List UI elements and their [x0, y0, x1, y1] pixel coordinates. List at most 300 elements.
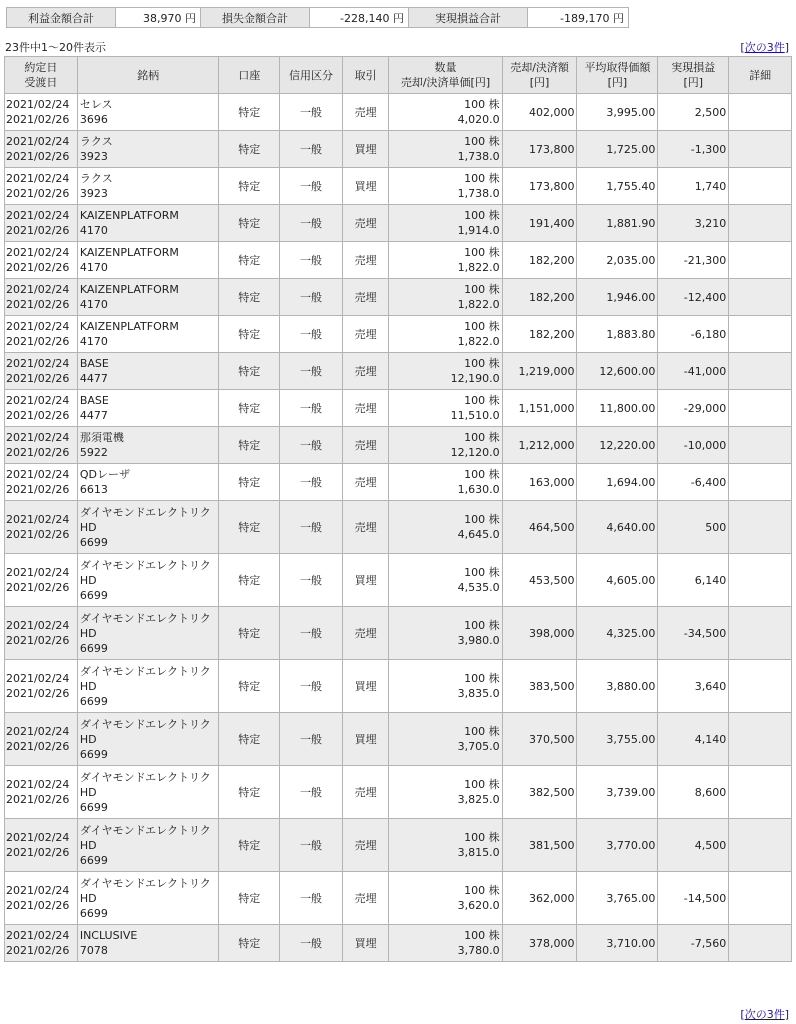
stock-cell — [77, 501, 219, 554]
settle-date: 2021/02/26 — [6, 944, 70, 957]
credit-type: 一般 — [280, 242, 343, 279]
quantity: 100 株 — [464, 884, 500, 897]
stock-code: 6699 — [79, 800, 108, 814]
trade-type: 買埋 — [342, 131, 389, 168]
stock-cell — [77, 607, 219, 660]
date-cell — [5, 242, 78, 279]
profit-total-label: 利益金額合計 — [7, 8, 116, 28]
sale-amount: 362,000 — [502, 872, 577, 925]
unit-price: 4,645.0 — [457, 528, 500, 541]
realized-pl: 500 — [658, 501, 729, 554]
stock-cell — [77, 554, 219, 607]
account-type: 特定 — [219, 427, 280, 464]
unit-price: 12,120.0 — [450, 446, 500, 459]
credit-type: 一般 — [280, 660, 343, 713]
detail-cell — [729, 660, 792, 713]
next-page-link[interactable]: 次の3件 — [744, 1008, 785, 1021]
settle-date: 2021/02/26 — [6, 372, 70, 385]
trade-type: 買埋 — [342, 554, 389, 607]
realized-pl: 4,140 — [658, 713, 729, 766]
table-row — [5, 819, 792, 872]
stock-name: セレス — [79, 98, 113, 111]
settle-date: 2021/02/26 — [6, 335, 70, 348]
sale-amount: 402,000 — [502, 94, 577, 131]
trade-date: 2021/02/24 — [6, 394, 70, 407]
detail-cell — [729, 390, 792, 427]
quantity: 100 株 — [464, 672, 500, 685]
stock-name: ラクス — [79, 172, 113, 185]
quantity: 100 株 — [464, 831, 500, 844]
qty-cell — [389, 607, 502, 660]
table-row — [5, 766, 792, 819]
unit-price: 1,822.0 — [457, 298, 500, 311]
realized-pl: 2,500 — [658, 94, 729, 131]
settle-date: 2021/02/26 — [6, 113, 70, 126]
loss-total-value: -228,140 円 — [310, 8, 409, 28]
stock-cell — [77, 464, 219, 501]
next-page-bottom: [次の3件] — [740, 1008, 789, 1021]
loss-total-label: 損失金額合計 — [201, 8, 310, 28]
stock-code: 4477 — [79, 372, 108, 385]
credit-type: 一般 — [280, 131, 343, 168]
detail-cell — [729, 353, 792, 390]
sale-amount: 381,500 — [502, 819, 577, 872]
header-trade-date: 約定日 — [24, 61, 58, 74]
table-row — [5, 872, 792, 925]
credit-type: 一般 — [280, 501, 343, 554]
account-type: 特定 — [219, 353, 280, 390]
sale-amount: 378,000 — [502, 925, 577, 962]
average-cost: 3,755.00 — [577, 713, 658, 766]
date-cell — [5, 713, 78, 766]
detail-cell — [729, 713, 792, 766]
account-type: 特定 — [219, 316, 280, 353]
stock-code: 6699 — [79, 747, 108, 761]
table-row — [5, 205, 792, 242]
trade-date: 2021/02/24 — [6, 135, 70, 148]
table-row — [5, 713, 792, 766]
stock-code: 4170 — [79, 261, 108, 274]
unit-price: 1,822.0 — [457, 335, 500, 348]
trade-date: 2021/02/24 — [6, 884, 70, 897]
unit-price: 1,630.0 — [457, 483, 500, 496]
stock-cell — [77, 427, 219, 464]
sale-amount: 382,500 — [502, 766, 577, 819]
trade-date: 2021/02/24 — [6, 468, 70, 481]
realized-total-label: 実現損益合計 — [409, 8, 528, 28]
settle-date: 2021/02/26 — [6, 150, 70, 163]
qty-cell — [389, 390, 502, 427]
trade-date: 2021/02/24 — [6, 619, 70, 632]
qty-cell — [389, 316, 502, 353]
average-cost: 3,995.00 — [577, 94, 658, 131]
settle-date: 2021/02/26 — [6, 899, 70, 912]
trade-type: 売埋 — [342, 872, 389, 925]
trade-date: 2021/02/24 — [6, 778, 70, 791]
header-amount-line2: [円] — [529, 76, 550, 89]
unit-price: 3,705.0 — [457, 740, 500, 753]
table-row — [5, 316, 792, 353]
profit-total-value: 38,970 円 — [116, 8, 201, 28]
realized-pl: -10,000 — [658, 427, 729, 464]
quantity: 100 株 — [464, 778, 500, 791]
date-cell — [5, 205, 78, 242]
detail-cell — [729, 554, 792, 607]
stock-cell — [77, 819, 219, 872]
credit-type: 一般 — [280, 607, 343, 660]
realized-total-value: -189,170 円 — [528, 8, 629, 28]
trade-date: 2021/02/24 — [6, 513, 70, 526]
stock-name: BASE — [79, 394, 109, 407]
table-row — [5, 501, 792, 554]
quantity: 100 株 — [464, 209, 500, 222]
stock-cell — [77, 660, 219, 713]
stock-name: ダイヤモンドエレクトリクHD — [79, 876, 211, 905]
header-account: 口座 — [219, 57, 280, 94]
header-avg-line1: 平均取得価額 — [584, 61, 651, 74]
realized-pl: -41,000 — [658, 353, 729, 390]
unit-price: 11,510.0 — [450, 409, 500, 422]
trade-type: 売埋 — [342, 464, 389, 501]
settle-date: 2021/02/26 — [6, 634, 70, 647]
average-cost: 12,220.00 — [577, 427, 658, 464]
realized-pl: 1,740 — [658, 168, 729, 205]
table-row — [5, 660, 792, 713]
stock-cell — [77, 205, 219, 242]
account-type: 特定 — [219, 872, 280, 925]
stock-code: 6699 — [79, 641, 108, 655]
detail-cell — [729, 925, 792, 962]
stock-name: ダイヤモンドエレクトリクHD — [79, 558, 211, 587]
quantity: 100 株 — [464, 513, 500, 526]
trade-type: 売埋 — [342, 316, 389, 353]
table-row — [5, 94, 792, 131]
quantity: 100 株 — [464, 320, 500, 333]
account-type: 特定 — [219, 607, 280, 660]
credit-type: 一般 — [280, 925, 343, 962]
settle-date: 2021/02/26 — [6, 687, 70, 700]
stock-code: 6699 — [79, 535, 108, 549]
date-cell — [5, 279, 78, 316]
settle-date: 2021/02/26 — [6, 409, 70, 422]
stock-name: KAIZENPLATFORM — [79, 283, 179, 296]
stock-code: 6699 — [79, 906, 108, 920]
realized-pl: 6,140 — [658, 554, 729, 607]
detail-cell — [729, 607, 792, 660]
date-cell — [5, 427, 78, 464]
detail-cell — [729, 279, 792, 316]
account-type: 特定 — [219, 501, 280, 554]
sale-amount: 370,500 — [502, 713, 577, 766]
summary-row — [7, 8, 629, 28]
unit-price: 4,535.0 — [457, 581, 500, 594]
date-cell — [5, 766, 78, 819]
qty-cell — [389, 501, 502, 554]
unit-price: 1,738.0 — [457, 150, 500, 163]
trade-type: 買埋 — [342, 925, 389, 962]
date-cell — [5, 925, 78, 962]
header-pl-line1: 実現損益 — [671, 61, 716, 74]
detail-cell — [729, 205, 792, 242]
average-cost: 1,755.40 — [577, 168, 658, 205]
unit-price: 3,835.0 — [457, 687, 500, 700]
realized-pl: -1,300 — [658, 131, 729, 168]
settle-date: 2021/02/26 — [6, 846, 70, 859]
trade-type: 売埋 — [342, 353, 389, 390]
realized-pl: -6,180 — [658, 316, 729, 353]
stock-code: 6699 — [79, 853, 108, 867]
sale-amount: 1,151,000 — [502, 390, 577, 427]
stock-code: 7078 — [79, 944, 108, 957]
detail-cell — [729, 464, 792, 501]
table-row — [5, 353, 792, 390]
settle-date: 2021/02/26 — [6, 581, 70, 594]
quantity: 100 株 — [464, 619, 500, 632]
header-settle-date: 受渡日 — [24, 76, 58, 89]
average-cost: 3,880.00 — [577, 660, 658, 713]
sale-amount: 163,000 — [502, 464, 577, 501]
account-type: 特定 — [219, 554, 280, 607]
settle-date: 2021/02/26 — [6, 446, 70, 459]
table-row — [5, 131, 792, 168]
table-row — [5, 554, 792, 607]
next-page-top: [次の3件] — [740, 41, 789, 54]
average-cost: 1,946.00 — [577, 279, 658, 316]
stock-name: ダイヤモンドエレクトリクHD — [79, 770, 211, 799]
date-cell — [5, 872, 78, 925]
realized-pl: -6,400 — [658, 464, 729, 501]
settle-date: 2021/02/26 — [6, 793, 70, 806]
header-trade: 取引 — [342, 57, 389, 94]
stock-cell — [77, 168, 219, 205]
sale-amount: 464,500 — [502, 501, 577, 554]
quantity: 100 株 — [464, 172, 500, 185]
header-detail: 詳細 — [729, 57, 792, 94]
unit-price: 3,780.0 — [457, 944, 500, 957]
quantity: 100 株 — [464, 357, 500, 370]
header-pl — [658, 57, 729, 94]
table-row — [5, 168, 792, 205]
stock-cell — [77, 94, 219, 131]
qty-cell — [389, 94, 502, 131]
credit-type: 一般 — [280, 464, 343, 501]
stock-cell — [77, 242, 219, 279]
next-page-link[interactable]: 次の3件 — [744, 41, 785, 54]
detail-cell — [729, 427, 792, 464]
trade-date: 2021/02/24 — [6, 98, 70, 111]
qty-cell — [389, 713, 502, 766]
stock-name: BASE — [79, 357, 109, 370]
detail-cell — [729, 131, 792, 168]
stock-name: 那須電機 — [79, 431, 124, 444]
date-cell — [5, 353, 78, 390]
date-cell — [5, 131, 78, 168]
realized-pl: -7,560 — [658, 925, 729, 962]
header-name: 銘柄 — [77, 57, 219, 94]
credit-type: 一般 — [280, 316, 343, 353]
detail-cell — [729, 242, 792, 279]
quantity: 100 株 — [464, 468, 500, 481]
average-cost: 3,770.00 — [577, 819, 658, 872]
stock-name: ダイヤモンドエレクトリクHD — [79, 505, 211, 534]
trade-type: 売埋 — [342, 607, 389, 660]
table-header-row — [5, 57, 792, 94]
quantity: 100 株 — [464, 566, 500, 579]
settle-date: 2021/02/26 — [6, 187, 70, 200]
detail-cell — [729, 168, 792, 205]
stock-name: ダイヤモンドエレクトリクHD — [79, 664, 211, 693]
trade-date: 2021/02/24 — [6, 246, 70, 259]
account-type: 特定 — [219, 925, 280, 962]
account-type: 特定 — [219, 390, 280, 427]
stock-cell — [77, 925, 219, 962]
trade-type: 買埋 — [342, 713, 389, 766]
stock-cell — [77, 353, 219, 390]
account-type: 特定 — [219, 713, 280, 766]
qty-cell — [389, 279, 502, 316]
stock-name: ダイヤモンドエレクトリクHD — [79, 717, 211, 746]
average-cost: 3,765.00 — [577, 872, 658, 925]
unit-price: 12,190.0 — [450, 372, 500, 385]
quantity: 100 株 — [464, 725, 500, 738]
date-cell — [5, 501, 78, 554]
trade-date: 2021/02/24 — [6, 209, 70, 222]
sale-amount: 182,200 — [502, 279, 577, 316]
qty-cell — [389, 766, 502, 819]
settle-date: 2021/02/26 — [6, 483, 70, 496]
realized-pl: 4,500 — [658, 819, 729, 872]
qty-cell — [389, 925, 502, 962]
account-type: 特定 — [219, 168, 280, 205]
average-cost: 3,710.00 — [577, 925, 658, 962]
average-cost: 4,640.00 — [577, 501, 658, 554]
unit-price: 1,914.0 — [457, 224, 500, 237]
detail-cell — [729, 501, 792, 554]
header-qty-line1: 数量 — [434, 61, 457, 74]
sale-amount: 383,500 — [502, 660, 577, 713]
average-cost: 2,035.00 — [577, 242, 658, 279]
average-cost: 11,800.00 — [577, 390, 658, 427]
result-count: 23件中1～20件表示 — [5, 41, 106, 54]
average-cost: 3,739.00 — [577, 766, 658, 819]
qty-cell — [389, 660, 502, 713]
qty-cell — [389, 819, 502, 872]
qty-cell — [389, 168, 502, 205]
average-cost: 12,600.00 — [577, 353, 658, 390]
trade-date: 2021/02/24 — [6, 172, 70, 185]
trade-date: 2021/02/24 — [6, 320, 70, 333]
realized-pl: -12,400 — [658, 279, 729, 316]
header-amount-line1: 売却/決済額 — [510, 61, 569, 74]
unit-price: 4,020.0 — [457, 113, 500, 126]
qty-cell — [389, 554, 502, 607]
trade-date: 2021/02/24 — [6, 357, 70, 370]
header-dates — [5, 57, 78, 94]
quantity: 100 株 — [464, 135, 500, 148]
trade-date: 2021/02/24 — [6, 929, 70, 942]
quantity: 100 株 — [464, 929, 500, 942]
sale-amount: 173,800 — [502, 168, 577, 205]
stock-cell — [77, 131, 219, 168]
summary-table — [6, 7, 629, 28]
quantity: 100 株 — [464, 431, 500, 444]
unit-price: 1,822.0 — [457, 261, 500, 274]
average-cost: 1,694.00 — [577, 464, 658, 501]
header-qty-line2: 売却/決済単価[円] — [400, 76, 491, 89]
stock-name: KAIZENPLATFORM — [79, 320, 179, 333]
sale-amount: 453,500 — [502, 554, 577, 607]
stock-name: INCLUSIVE — [79, 929, 138, 942]
realized-pl: 3,640 — [658, 660, 729, 713]
trade-type: 買埋 — [342, 660, 389, 713]
realized-pl: 3,210 — [658, 205, 729, 242]
sale-amount: 182,200 — [502, 316, 577, 353]
credit-type: 一般 — [280, 279, 343, 316]
average-cost: 1,883.80 — [577, 316, 658, 353]
table-row — [5, 279, 792, 316]
trade-rows — [5, 94, 792, 962]
qty-cell — [389, 205, 502, 242]
sale-amount: 173,800 — [502, 131, 577, 168]
sale-amount: 182,200 — [502, 242, 577, 279]
stock-code: 5922 — [79, 446, 108, 459]
header-avg — [577, 57, 658, 94]
account-type: 特定 — [219, 766, 280, 819]
header-amount — [502, 57, 577, 94]
settle-date: 2021/02/26 — [6, 224, 70, 237]
realized-pl: -21,300 — [658, 242, 729, 279]
detail-cell — [729, 819, 792, 872]
qty-cell — [389, 427, 502, 464]
credit-type: 一般 — [280, 819, 343, 872]
date-cell — [5, 168, 78, 205]
header-avg-line2: [円] — [607, 76, 628, 89]
account-type: 特定 — [219, 242, 280, 279]
stock-code: 3696 — [79, 113, 108, 126]
stock-cell — [77, 390, 219, 427]
stock-code: 4170 — [79, 298, 108, 311]
credit-type: 一般 — [280, 168, 343, 205]
unit-price: 3,980.0 — [457, 634, 500, 647]
stock-cell — [77, 766, 219, 819]
average-cost: 1,725.00 — [577, 131, 658, 168]
stock-name: ダイヤモンドエレクトリクHD — [79, 823, 211, 852]
date-cell — [5, 390, 78, 427]
trade-date: 2021/02/24 — [6, 431, 70, 444]
trade-type: 売埋 — [342, 501, 389, 554]
sale-amount: 191,400 — [502, 205, 577, 242]
stock-code: 6699 — [79, 694, 108, 708]
header-qty — [389, 57, 502, 94]
settle-date: 2021/02/26 — [6, 298, 70, 311]
stock-code: 4170 — [79, 224, 108, 237]
trade-date: 2021/02/24 — [6, 566, 70, 579]
credit-type: 一般 — [280, 713, 343, 766]
unit-price: 3,825.0 — [457, 793, 500, 806]
trade-type: 売埋 — [342, 242, 389, 279]
qty-cell — [389, 242, 502, 279]
table-row — [5, 925, 792, 962]
average-cost: 4,605.00 — [577, 554, 658, 607]
quantity: 100 株 — [464, 283, 500, 296]
credit-type: 一般 — [280, 427, 343, 464]
realized-pl: -34,500 — [658, 607, 729, 660]
stock-cell — [77, 316, 219, 353]
credit-type: 一般 — [280, 205, 343, 242]
date-cell — [5, 554, 78, 607]
stock-cell — [77, 872, 219, 925]
settle-date: 2021/02/26 — [6, 740, 70, 753]
